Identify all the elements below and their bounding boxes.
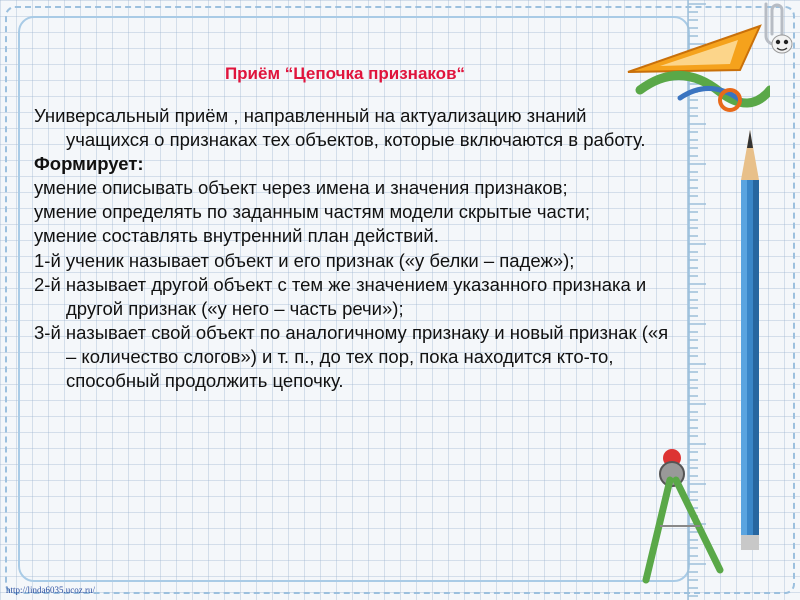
paragraph-6: 1-й ученик называет объект и его признак («у белки – падеж»); [34, 249, 575, 271]
compass-icon [640, 440, 730, 590]
paragraph-3: умение описывать объект через имена и значения признаков; [34, 177, 568, 199]
slide-body [34, 104, 674, 393]
paragraph-4: умение определять по заданным частям модели скрытые части; [34, 201, 591, 223]
paragraph-2: Формирует: [34, 153, 144, 175]
paragraph-5: умение составлять внутренний план действий. [34, 225, 439, 247]
pencil-icon [735, 130, 765, 550]
triangle-ruler-icon [620, 20, 770, 120]
footer-url[interactable]: http://linda6035.ucoz.ru/ [6, 585, 95, 595]
paragraph-8: 3-й называет свой объект по аналогичному признаку и новый признак («я – количество слогов») и т. п., до тех пор, пока находится кто-то, способный продолжить цепочку. [34, 321, 669, 392]
paragraph-7: 2-й называет другой объект с тем же значением указанного признака и другой признак («у него – часть речи»); [34, 273, 647, 319]
paragraph-1: Универсальный приём , направленный на актуализацию знаний учащихся о признаках тех объектов, которые включаются в работу. [34, 105, 646, 151]
slide-title: Приём “Цепочка признаков“ [224, 64, 466, 83]
